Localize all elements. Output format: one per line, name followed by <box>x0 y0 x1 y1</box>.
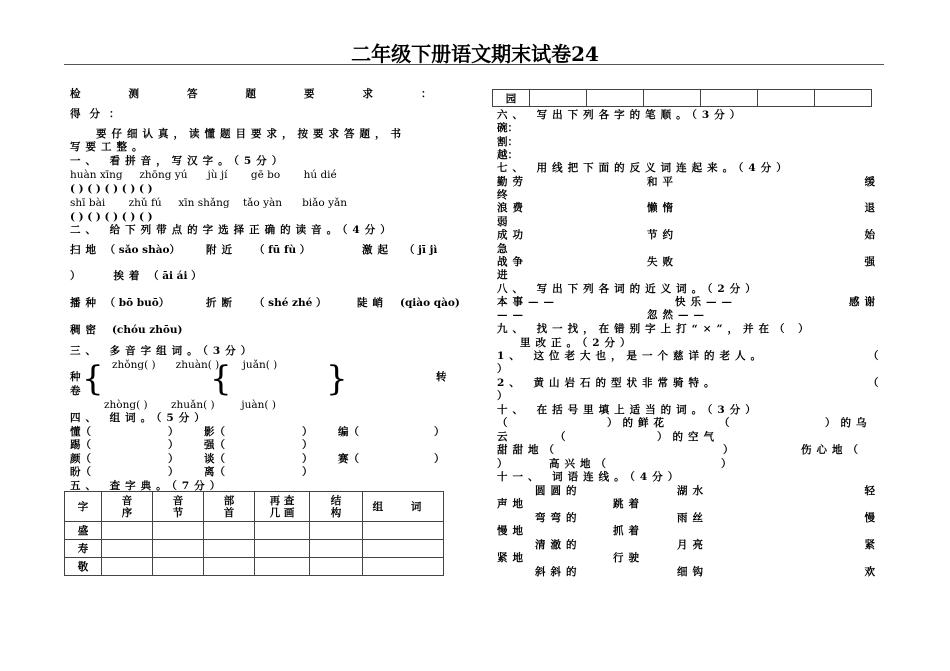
q10-blank: ） <box>721 458 732 470</box>
requirement-text-2: 写要工整。 <box>70 141 148 153</box>
table-cell[interactable] <box>102 522 153 540</box>
table-cell[interactable] <box>204 540 255 558</box>
q10-line-3 <box>497 444 875 456</box>
q8-item[interactable]: —— <box>497 309 528 321</box>
q7-word[interactable]: 终 <box>497 189 508 201</box>
q2-options[interactable]: （ sǎo shào） <box>104 244 181 256</box>
q4-blank[interactable]: 赛（ <box>338 453 359 465</box>
grid-cell[interactable] <box>815 90 872 107</box>
q2-word: 播种 <box>70 297 101 309</box>
table-cell[interactable] <box>363 540 444 558</box>
q2-options[interactable]: （ jī jì <box>404 244 438 256</box>
q11-word[interactable]: 慢 <box>864 512 875 524</box>
q2-word: 附近 <box>206 244 237 256</box>
table-cell[interactable] <box>363 558 444 576</box>
q8-heading: 八、 写出下列各词的近义词。（2分） <box>497 283 761 295</box>
q4-blank[interactable]: 盼（ <box>70 466 91 478</box>
q4-blank: ） <box>168 453 179 465</box>
q4-row <box>70 439 450 451</box>
q4-blank: ） <box>302 439 313 451</box>
q2-row-4 <box>70 324 182 336</box>
q5-heading: 五、 查字典。（7分） <box>70 480 226 492</box>
table-cell[interactable] <box>153 558 204 576</box>
q10-text[interactable]: 高兴地（ <box>549 458 611 470</box>
q7-row <box>497 176 875 189</box>
table-cell[interactable] <box>363 522 444 540</box>
row-char: 敬 <box>65 558 102 576</box>
q11-row <box>497 498 875 512</box>
q11-row <box>497 566 875 579</box>
pinyin: zhōng yú <box>139 169 188 181</box>
q11-heading: 十一、 词语连线。（4分） <box>497 471 684 483</box>
q3-blank[interactable]: juàn( ) <box>241 399 276 411</box>
q4-row <box>70 426 450 438</box>
q9-sentence-2[interactable]: 2、 黄山岩石的型状非常骑特。 <box>497 377 720 389</box>
q9-paren[interactable]: ） <box>497 363 508 375</box>
top-grid-char: 园 <box>493 90 530 107</box>
q4-blank[interactable]: 谈（ <box>204 453 225 465</box>
q7-row <box>497 189 875 202</box>
q4-blank: ） <box>302 466 313 478</box>
q4-blank: ） <box>168 466 179 478</box>
q4-blank[interactable]: 影（ <box>204 426 225 438</box>
q1-heading: 一、 看拼音，写汉字。（5分） <box>70 155 288 167</box>
q7-row <box>497 216 875 229</box>
q7-word[interactable]: 急 <box>497 243 508 255</box>
q11-word[interactable]: 细钩 <box>677 566 708 578</box>
page-title: 二年级下册语文期末试卷24 <box>351 42 599 66</box>
q11-row <box>497 552 875 566</box>
q11-word[interactable]: 慢地 <box>497 525 528 537</box>
q8-line-1 <box>497 296 880 308</box>
pinyin: zhǔ fú <box>128 197 162 209</box>
table-cell[interactable] <box>255 522 310 540</box>
q2-row-3 <box>70 297 460 309</box>
q11-word[interactable]: 湖水 <box>677 485 708 497</box>
table-row <box>65 522 444 540</box>
q7-row <box>497 229 875 243</box>
q11-word[interactable]: 行驶 <box>613 552 644 564</box>
q7-heading: 七、 用线把下面的反义词连起来。（4分） <box>497 162 792 174</box>
brace-icon: { <box>82 359 104 399</box>
q7-word[interactable]: 勤劳 <box>497 176 528 188</box>
q2-word: 激起 <box>362 244 393 256</box>
q1-pinyin-row-2 <box>70 197 347 209</box>
title-divider <box>64 64 884 65</box>
q11-word[interactable]: 轻 <box>864 485 875 497</box>
q7-word[interactable]: 强 <box>864 256 875 268</box>
grid-cell[interactable] <box>758 90 815 107</box>
q7-word[interactable]: 失败 <box>647 256 678 268</box>
q11-row <box>497 512 875 525</box>
q7-word[interactable]: 成功 <box>497 229 528 241</box>
pinyin: hú dié <box>303 169 337 181</box>
q10-line-4 <box>497 458 875 470</box>
q7-row <box>497 202 875 216</box>
table-cell[interactable] <box>102 558 153 576</box>
q3-char-zhong: 种 <box>70 371 81 383</box>
col-header-yinxu: 音 序 <box>102 492 153 522</box>
grid-cell[interactable] <box>701 90 758 107</box>
q7-word[interactable]: 缓 <box>864 176 875 188</box>
col-header-char: 字 <box>65 492 102 522</box>
q6-item[interactable]: 越： <box>497 149 518 161</box>
q8-item[interactable]: 本事—— <box>497 296 559 308</box>
q10-heading: 十、 在括号里填上适当的词。（3分） <box>497 404 761 416</box>
row-char: 寿 <box>65 540 102 558</box>
q10-text: ）的乌 <box>825 417 872 429</box>
q8-item[interactable]: 快乐—— <box>675 296 737 308</box>
q4-blank: ） <box>302 426 313 438</box>
brace-icon: } <box>326 359 348 399</box>
score-label: 得分： <box>70 108 129 120</box>
top-grid-table <box>492 89 872 107</box>
q2-close-paren: ） <box>70 270 81 282</box>
table-cell[interactable] <box>153 540 204 558</box>
q11-word[interactable]: 圆圆的 <box>535 485 582 497</box>
q2-row-1 <box>70 244 450 256</box>
q11-word[interactable]: 紧地 <box>497 552 528 564</box>
q10-blank[interactable]: （ <box>555 431 566 443</box>
table-cell[interactable] <box>153 522 204 540</box>
q11-word[interactable]: 弯弯的 <box>535 512 582 524</box>
q11-word[interactable]: 雨丝 <box>677 512 708 524</box>
q10-line-1 <box>497 417 875 429</box>
grid-cell[interactable] <box>530 90 587 107</box>
q11-word[interactable]: 跳着 <box>613 498 644 510</box>
q7-word[interactable]: 节约 <box>647 229 678 241</box>
pinyin: tǎo yàn <box>242 197 283 209</box>
q10-text: ）的鲜花 <box>607 417 669 429</box>
pinyin: biǎo yǎn <box>302 197 348 209</box>
q7-rows <box>497 176 875 282</box>
q8-line-2 <box>497 309 875 321</box>
q11-word[interactable]: 斜斜的 <box>535 566 582 578</box>
q11-word[interactable]: 清澈的 <box>535 539 582 551</box>
q7-word[interactable]: 弱 <box>497 216 508 228</box>
q10-text: 云 <box>497 431 508 443</box>
q4-blank: ） <box>168 426 179 438</box>
q2-word: 挨着 <box>113 270 145 282</box>
q2-options[interactable]: （ fū fù ） <box>254 244 311 256</box>
table-cell[interactable] <box>204 558 255 576</box>
col-header-jiegou: 结 构 <box>310 492 363 522</box>
requirement-text-1: 要仔细认真，读懂题目要求，按要求答题，书 <box>96 128 406 140</box>
q2-row-2 <box>70 270 202 282</box>
q10-blank[interactable]: （ <box>497 417 508 429</box>
q10-text: ）的空气 <box>657 431 719 443</box>
q9-heading-2: 里改正。（2分） <box>520 337 636 349</box>
q4-blank[interactable]: 强（ <box>204 439 225 451</box>
q7-word[interactable]: 战争 <box>497 256 528 268</box>
pinyin: shī bài <box>70 197 106 209</box>
q9-sentence-1[interactable]: 1、 这位老大也，是一个慈详的老人。 <box>497 350 766 362</box>
grid-cell[interactable] <box>644 90 701 107</box>
col-header-jihua: 再 查 几 画 <box>255 492 310 522</box>
table-header-row <box>65 492 444 522</box>
q4-row <box>70 466 450 478</box>
col-header-bushou: 部 首 <box>204 492 255 522</box>
q7-row <box>497 243 875 256</box>
q10-blank: ） <box>723 444 734 456</box>
q2-options[interactable]: (chóu zhōu) <box>111 324 183 336</box>
table-row <box>65 540 444 558</box>
q11-word[interactable]: 抓着 <box>613 525 644 537</box>
q11-word[interactable]: 欢 <box>864 566 875 578</box>
q2-options[interactable]: （ shé zhé ） <box>254 297 327 309</box>
q2-options[interactable]: （ bō buō） <box>104 297 170 309</box>
q2-word: 稠密 <box>70 324 101 336</box>
q2-heading: 二、 给下列带点的字选择正确的读音。（4分） <box>70 224 396 236</box>
q3-blank[interactable]: juǎn( ) <box>242 359 278 371</box>
q3-char-juan: 卷 <box>70 385 81 397</box>
table-cell[interactable] <box>310 540 363 558</box>
q4-blank[interactable]: 颜（ <box>70 453 91 465</box>
q7-word[interactable]: 懒惰 <box>647 202 678 214</box>
q7-word[interactable]: 进 <box>497 269 508 281</box>
q4-row <box>70 453 450 465</box>
q4-blank[interactable]: 懂（ <box>70 426 91 438</box>
q4-blank[interactable]: 离（ <box>204 466 225 478</box>
q9-paren[interactable]: （ <box>868 377 879 389</box>
q1-blanks-2[interactable]: ( ) ( ) ( ) ( ) ( ) <box>70 211 153 223</box>
q9-paren[interactable]: ） <box>497 390 508 402</box>
q6-item[interactable]: 碗： <box>497 122 518 134</box>
q7-word[interactable]: 浪费 <box>497 202 528 214</box>
q3-blank[interactable]: zhuàn( ) <box>175 359 220 371</box>
q7-word[interactable]: 退 <box>864 202 875 214</box>
q10-blank[interactable]: （ <box>719 417 730 429</box>
table-cell[interactable] <box>255 540 310 558</box>
col-header-yinjie: 音 节 <box>153 492 204 522</box>
q10-line-2 <box>497 431 875 443</box>
q4-heading: 四、 组词。（5分） <box>70 412 210 424</box>
q4-blank: ） <box>434 453 445 465</box>
q11-row <box>497 485 875 498</box>
q4-blank[interactable]: 踢（ <box>70 439 91 451</box>
q3-heading: 三、 多音字组词。（3分） <box>70 345 257 357</box>
q7-word[interactable]: 始 <box>864 229 875 241</box>
table-row <box>65 558 444 576</box>
q1-blanks-1[interactable]: ( ) ( ) ( ) ( ) ( ) <box>70 183 153 195</box>
grid-cell[interactable] <box>587 90 644 107</box>
q7-word[interactable]: 和平 <box>647 176 678 188</box>
pinyin: gē bo <box>250 169 281 181</box>
answer-requirements-label <box>70 88 480 100</box>
req-label-text: 检测答题要求： <box>70 88 480 100</box>
pinyin: xīn shǎng <box>178 197 230 209</box>
q9-heading: 九、 找一找，在错别字上打“×”，并在（ ） <box>497 323 814 335</box>
q3-blank[interactable]: zhòng( ) <box>104 399 148 411</box>
table-cell[interactable] <box>102 540 153 558</box>
q3-char-zhuan: 转 <box>436 371 447 383</box>
q3-bottom-row <box>104 399 276 411</box>
q7-row <box>497 269 875 282</box>
q10-text[interactable]: 甜甜地（ <box>497 444 559 456</box>
table-cell[interactable] <box>204 522 255 540</box>
q4-blank: ） <box>434 426 445 438</box>
q11-word[interactable]: 月亮 <box>677 539 708 551</box>
brace-icon: { <box>210 359 232 399</box>
q4-blank[interactable]: 编（ <box>338 426 359 438</box>
table-cell[interactable] <box>310 558 363 576</box>
q8-item[interactable]: 感谢 <box>849 296 880 308</box>
q11-row <box>497 525 875 539</box>
q4-blank: ） <box>168 439 179 451</box>
q7-row <box>497 256 875 269</box>
q10-text[interactable]: 伤心地（ <box>801 444 863 456</box>
q2-word: 折断 <box>206 297 237 309</box>
q2-options[interactable]: (qiào qào) <box>400 297 460 309</box>
q4-blank: ） <box>302 453 313 465</box>
col-header-zuci: 组 词 <box>363 492 444 522</box>
dictionary-table <box>64 491 444 576</box>
q2-options[interactable]: （ āi ái ） <box>148 270 202 282</box>
q3-top-row <box>112 359 277 371</box>
q2-word: 扫地 <box>70 244 101 256</box>
q1-pinyin-row-1 <box>70 169 337 181</box>
table-cell[interactable] <box>255 558 310 576</box>
q11-word[interactable]: 声地 <box>497 498 528 510</box>
q9-paren[interactable]: （ <box>868 350 879 362</box>
q11-word[interactable]: 紧 <box>864 539 875 551</box>
q11-row <box>497 539 875 552</box>
q10-blank: ） <box>497 458 508 470</box>
pinyin: huàn xīng <box>70 169 123 181</box>
table-cell[interactable] <box>310 522 363 540</box>
q2-word: 陡峭 <box>357 297 388 309</box>
q6-item[interactable]: 割： <box>497 136 518 148</box>
pinyin: jù jí <box>207 169 228 181</box>
q6-heading: 六、 写出下列各字的笔顺。（3分） <box>497 109 746 121</box>
q8-item[interactable]: 忽然—— <box>647 309 709 321</box>
q11-rows <box>497 485 875 579</box>
q3-blank[interactable]: zhuǎn( ) <box>171 399 215 411</box>
row-char: 盛 <box>65 522 102 540</box>
q3-blank[interactable]: zhǒng( ) <box>112 359 156 371</box>
